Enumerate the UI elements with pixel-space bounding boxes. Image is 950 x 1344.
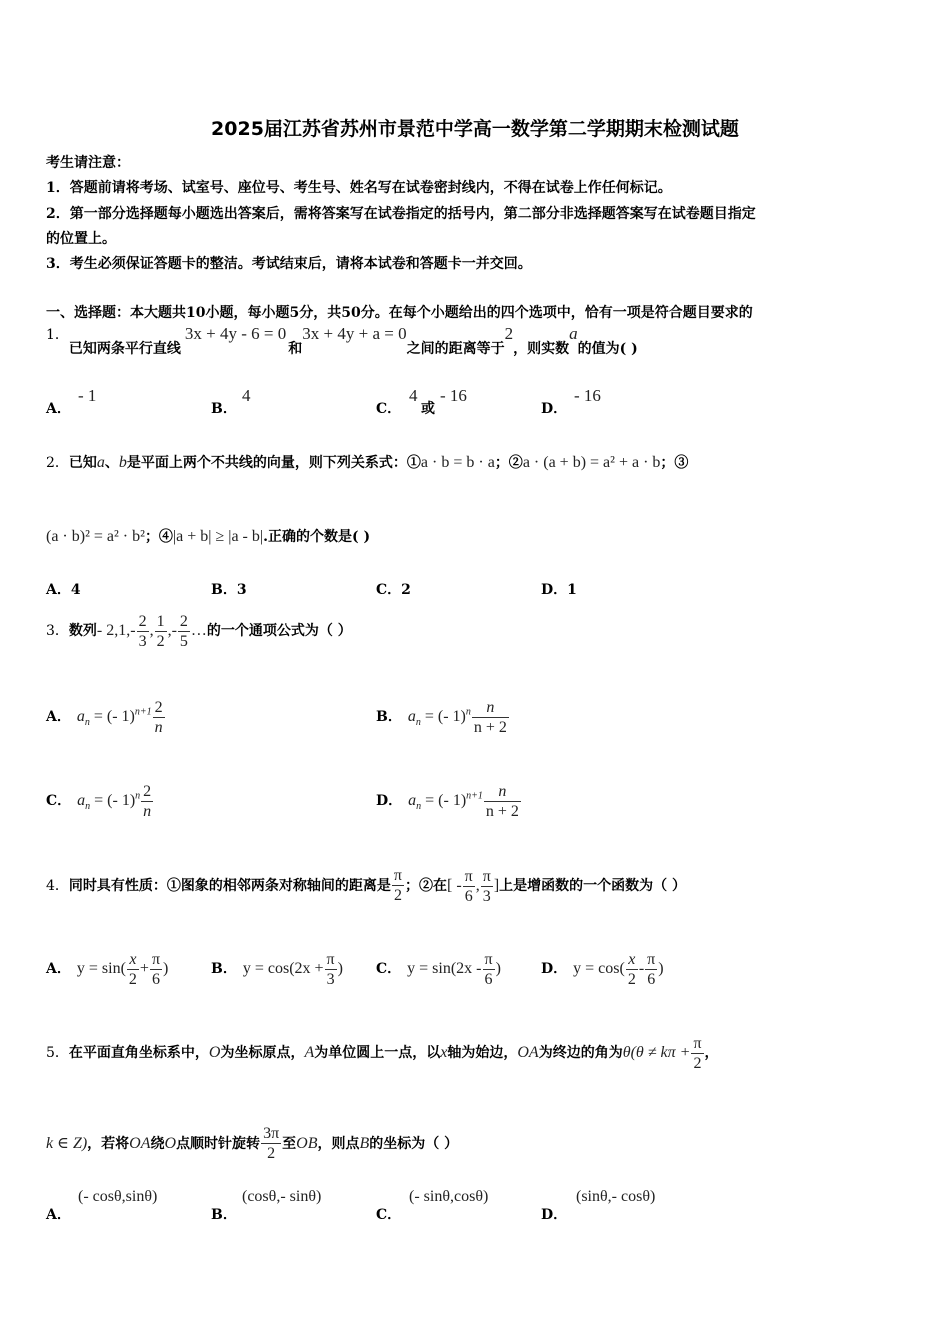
q1-text: 已知两条平行直线	[68, 341, 181, 357]
option-label: A．4	[46, 582, 81, 598]
q2-text: 是平面上两个不共线的向量，则下列关系式：①	[126, 455, 421, 471]
question-number: 2．	[46, 455, 69, 471]
question-5	[46, 1034, 719, 1073]
q4-option-d	[541, 950, 664, 989]
q5-text: 为单位圆上一点，以	[314, 1045, 441, 1062]
question-2-continued	[46, 526, 370, 546]
option-label: C．2	[376, 582, 411, 598]
option-value: 4	[70, 582, 81, 598]
notice-item: 3．考生必须保证答题卡的整洁。考试结束后，请将本试卷和答题卡一并交回。	[46, 256, 532, 272]
option-label: D．	[376, 793, 403, 810]
q4-option-c	[376, 950, 501, 989]
q1-line2-equation: 3x + 4y + a = 0	[302, 324, 407, 343]
q5-symbol: OB	[296, 1135, 318, 1152]
q5-text: 的坐标为（ ）	[369, 1136, 459, 1152]
q1-variable: a	[569, 324, 578, 343]
vector-a: a	[96, 454, 105, 471]
option-label: C．	[376, 401, 402, 417]
question-5-continued	[46, 1124, 458, 1163]
q2-text: 已知	[68, 455, 97, 471]
option-value: 3	[236, 582, 247, 598]
option-formula: $a_n$ = (- 1)$^{n+1}$ $\frac{2}{n}$	[76, 699, 163, 736]
option-label: D．	[541, 961, 568, 978]
q5-symbol: A	[304, 1044, 315, 1062]
option-label: A．	[46, 961, 71, 978]
q5-text: 至	[282, 1136, 297, 1152]
question-number: 1．	[46, 327, 69, 343]
q5-text: 点顺时针旋转	[176, 1136, 261, 1152]
option-value: 2	[401, 582, 411, 598]
q3-text: 数列	[68, 623, 97, 640]
q5-symbol: B	[359, 1135, 370, 1152]
q5-symbol: x	[440, 1044, 448, 1062]
q5-symbol: OA	[517, 1044, 539, 1062]
q5-text: 为坐标原点，	[220, 1045, 305, 1062]
option-formula: y = sin( $\frac{x}{2}$ + $\frac{\pi}{6}$ )	[76, 951, 169, 988]
option-formula: $a_n$ = (- 1)$^{n+1}$ $\frac{n}{n + 2}$	[408, 783, 519, 820]
option-value: 1	[567, 582, 577, 598]
option-text: 或	[421, 401, 435, 417]
q3-option-a	[46, 698, 166, 737]
q4-fraction: $\frac{\pi}{2}$	[393, 867, 402, 904]
option-label: A．	[46, 709, 71, 726]
q2-text: ；②	[494, 455, 523, 471]
q4-interval: [ - $\frac{\pi}{6}$ , $\frac{\pi}{3}$ ]	[447, 867, 500, 905]
q2-relation-2: a · (a + b) = a² + a · b	[522, 454, 661, 471]
q5-condition: k ∈ Z)	[46, 1135, 88, 1152]
section-heading: 一、选择题：本大题共10小题，每小题5分，共50分。在每个小题给出的四个选项中，恰有一项是符合题目要求的	[46, 305, 753, 321]
option-value: 4	[242, 386, 251, 405]
q1-text: 的值为( )	[577, 341, 638, 357]
q5-text: 在平面直角坐标系中，	[68, 1045, 209, 1062]
option-value: (- cosθ,sinθ)	[78, 1188, 158, 1205]
option-label: C．	[376, 961, 402, 978]
option-value: (sinθ,- cosθ)	[576, 1188, 656, 1205]
q2-text: 、	[104, 455, 119, 471]
q5-text: 绕	[150, 1136, 165, 1152]
q3-text: 的一个通项公式为（ ）	[206, 623, 352, 640]
q1-text: 和	[288, 341, 303, 357]
option-label: B．3	[211, 582, 247, 598]
q5-symbol: OA	[129, 1135, 151, 1152]
option-label: D．	[541, 1207, 568, 1223]
q1-text: ，则实数	[513, 341, 570, 357]
option-formula: $a_n$ = (- 1)$^n$ $\frac{2}{n}$	[77, 783, 152, 820]
option-formula: $a_n$ = (- 1)$^n$ $\frac{n}{n + 2}$	[407, 699, 507, 736]
q5-text: 轴为始边，	[447, 1045, 518, 1062]
option-label: B．	[211, 401, 237, 417]
question-3	[46, 612, 352, 651]
page-title: 2025届江苏省苏州市景范中学高一数学第二学期期末检测试题	[211, 118, 739, 140]
option-label: B．	[211, 961, 237, 978]
q5-text: 为终边的角为	[538, 1045, 623, 1062]
option-label: B．	[376, 709, 402, 726]
notice-item: 1．答题前请将考场、试室号、座位号、考生号、姓名写在试卷密封线内，不得在试卷上作任何标记。	[46, 180, 672, 196]
option-label: A．	[46, 1207, 71, 1223]
option-value: - 1	[78, 386, 97, 405]
q2-text: ；③	[660, 455, 689, 471]
q2-relation-1: a · b = b · a	[420, 454, 495, 471]
question-number: 5．	[46, 1045, 69, 1062]
question-4	[46, 866, 686, 906]
q5-symbol: O	[164, 1135, 177, 1152]
option-label: D．	[541, 401, 568, 417]
q3-option-b	[376, 698, 510, 737]
q2-relation-3: (a · b)² = a² · b²	[46, 528, 145, 545]
q3-option-d	[376, 782, 522, 821]
option-formula: y = sin(2x - $\frac{\pi}{6}$ )	[407, 951, 501, 988]
q2-text: .正确的个数是( )	[263, 529, 371, 545]
q3-sequence: - 2,1,- $\frac{2}{3}$ , $\frac{1}{2}$ ,- $\frac{2}{5}$ …	[96, 613, 207, 650]
notice-item: 2．第一部分选择题每小题选出答案后，需将答案写在试卷指定的括号内，第二部分非选择题答案写在试卷题目指定	[46, 206, 756, 222]
q5-rotation: $\frac{3\pi}{2}$	[263, 1125, 280, 1162]
q3-option-c	[46, 782, 154, 821]
option-formula: y = cos(2x + $\frac{\pi}{3}$ )	[242, 951, 343, 988]
option-label: C．	[46, 793, 72, 810]
vector-b: b	[118, 454, 127, 471]
option-formula: y = cos( $\frac{x}{2}$ - $\frac{\pi}{6}$ )	[573, 951, 664, 988]
option-label: D．1	[541, 582, 577, 598]
q5-angle: θ(θ ≠ kπ + $\frac{\pi}{2}$	[622, 1035, 702, 1072]
q1-line1-equation: 3x + 4y - 6 = 0	[184, 324, 287, 343]
option-label: B．	[211, 1207, 237, 1223]
q1-distance: 2	[504, 324, 514, 343]
notice-heading: 考生请注意：	[46, 155, 130, 171]
question-1	[46, 324, 638, 358]
q2-text: ；④	[144, 529, 173, 545]
q4-text: 同时具有性质：①图象的相邻两条对称轴间的距离是	[68, 878, 391, 894]
question-2	[46, 452, 688, 472]
question-number: 4．	[46, 878, 69, 894]
q2-relation-4: |a + b| ≥ |a - b|	[172, 528, 264, 545]
question-number: 3．	[46, 623, 69, 640]
notice-item: 的位置上。	[46, 231, 116, 247]
q4-text: 上是增函数的一个函数为（ ）	[499, 878, 687, 894]
q4-option-a	[46, 950, 168, 989]
option-value: - 16	[574, 386, 601, 405]
q4-text: ；②在	[405, 878, 447, 894]
q4-option-b	[211, 950, 343, 989]
q1-text: 之间的距离等于	[406, 341, 505, 357]
option-value: (cosθ,- sinθ)	[242, 1188, 322, 1205]
option-value: 4	[409, 386, 418, 405]
option-value: - 16	[440, 386, 467, 405]
q5-symbol: O	[208, 1044, 221, 1062]
q5-text: ，	[704, 1045, 719, 1062]
q5-text: ，若将	[87, 1136, 130, 1152]
q5-text: ，则点	[317, 1136, 360, 1152]
option-label: A．	[46, 401, 71, 417]
option-value: (- sinθ,cosθ)	[409, 1188, 489, 1205]
option-label: C．	[376, 1207, 402, 1223]
